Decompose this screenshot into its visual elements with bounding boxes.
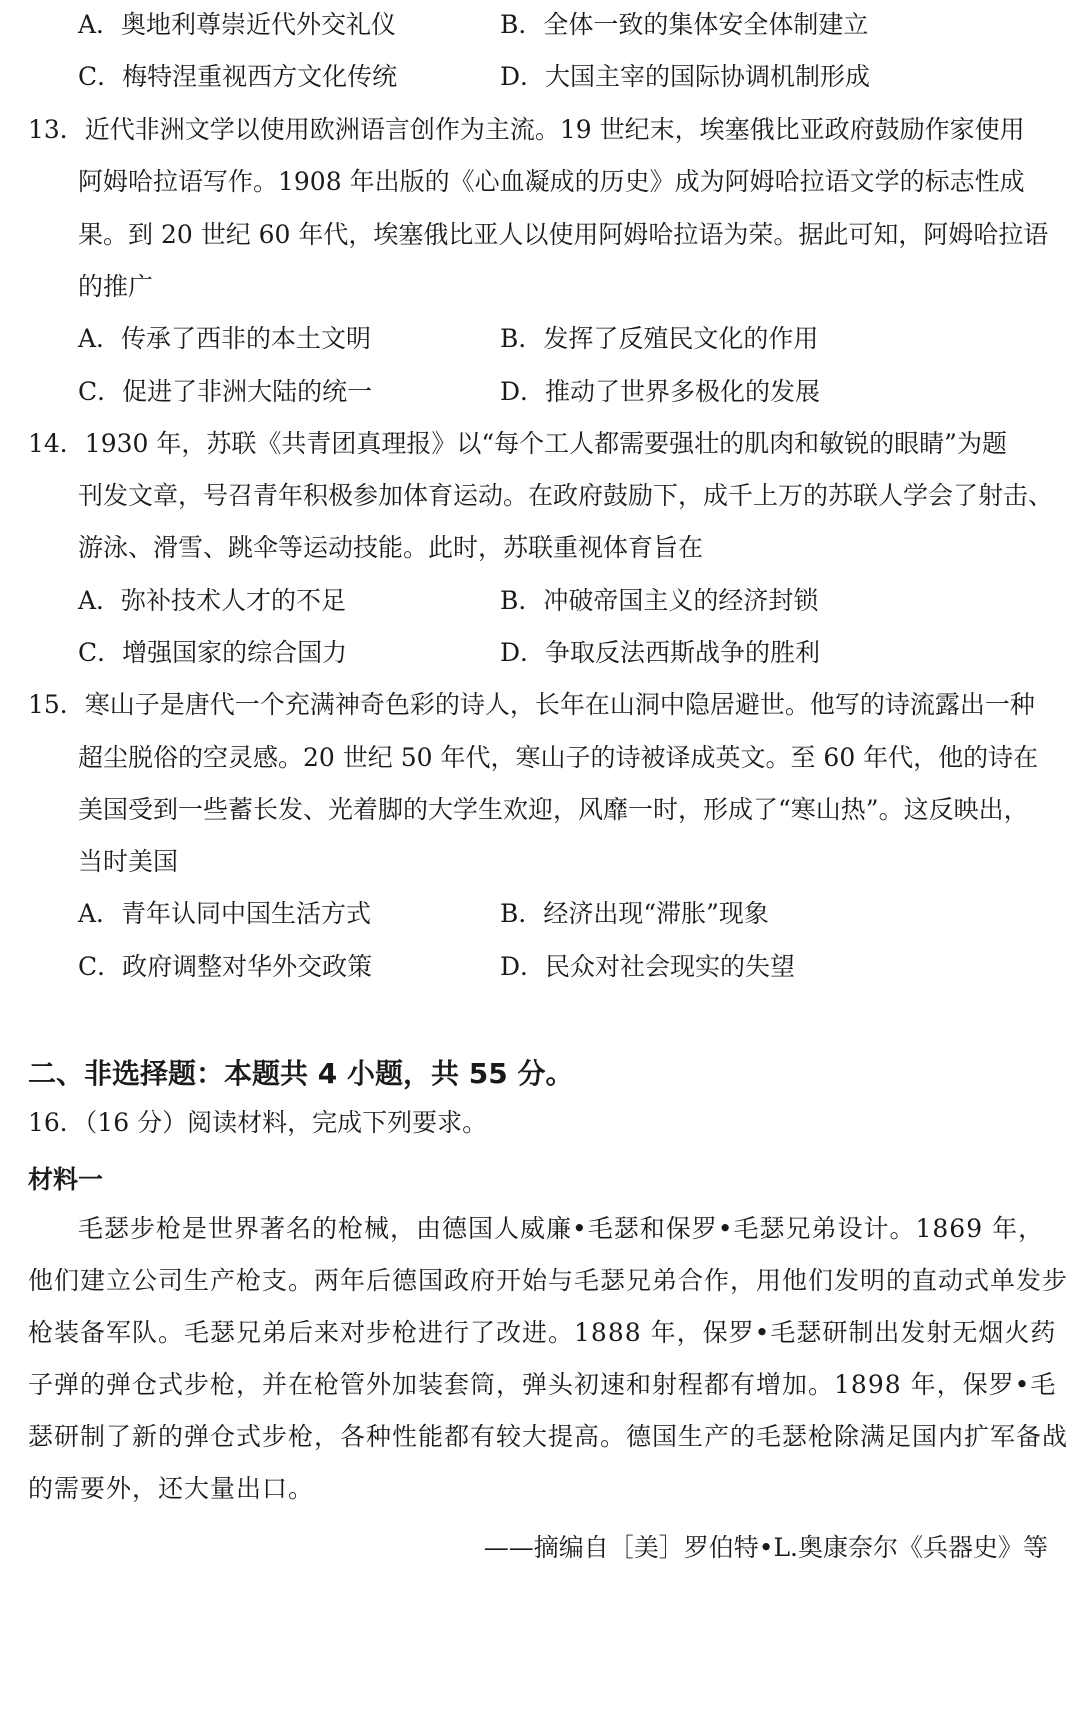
q15-line-2: 超尘脱俗的空灵感。20 世纪 50 年代，寒山子的诗被译成英文。至 60 年代，他的诗在 — [78, 743, 1039, 772]
q13-option-a: A．传承了西非的本土文明 — [78, 324, 372, 353]
q15-line-3: 美国受到一些蓄长发、光着脚的大学生欢迎，风靡一时，形成了“寒山热”。这反映出， — [78, 795, 1029, 824]
q13-line-2: 阿姆哈拉语写作。1908 年出版的《心血凝成的历史》成为阿姆哈拉语文学的标志性成 — [78, 167, 1025, 196]
material-line-5: 瑟研制了新的弹仓式步枪，各种性能都有较大提高。德国生产的毛瑟枪除满足国内扩军备战 — [28, 1422, 1069, 1451]
material-line-1: 毛瑟步枪是世界著名的枪械，由德国人威廉•毛瑟和保罗•毛瑟兄弟设计。1869 年， — [78, 1214, 1045, 1243]
material-line-2: 他们建立公司生产枪支。两年后德国政府开始与毛瑟兄弟合作，用他们发明的直动式单发步 — [28, 1266, 1069, 1295]
q15-option-b: B．经济出现“滞胀”现象 — [500, 899, 769, 928]
q13-option-d: D．推动了世界多极化的发展 — [500, 377, 821, 406]
q13-option-b: B．发挥了反殖民文化的作用 — [500, 324, 819, 353]
q12-option-a: A．奥地利尊崇近代外交礼仪 — [78, 10, 397, 39]
material-line-3: 枪装备军队。毛瑟兄弟后来对步枪进行了改进。1888 年，保罗•毛瑟研制出发射无烟火药 — [28, 1318, 1057, 1347]
q15-option-c: C．政府调整对华外交政策 — [78, 952, 373, 981]
q13-line-4: 的推广 — [78, 272, 154, 301]
q14-option-c: C．增强国家的综合国力 — [78, 638, 348, 667]
q14-option-d: D．争取反法西斯战争的胜利 — [500, 638, 821, 667]
section-2-heading: 二、非选择题：本题共 4 小题，共 55 分。 — [28, 1057, 574, 1090]
q15-option-d: D．民众对社会现实的失望 — [500, 952, 796, 981]
material-source: ——摘编自［美］罗伯特•L.奥康奈尔《兵器史》等 — [483, 1533, 1048, 1562]
q14-option-a: A．弥补技术人才的不足 — [78, 586, 347, 615]
q13-option-c: C．促进了非洲大陆的统一 — [78, 377, 373, 406]
q15-line-1: 15．寒山子是唐代一个充满神奇色彩的诗人，长年在山洞中隐居避世。他写的诗流露出一种 — [28, 690, 1035, 719]
q13-line-1: 13．近代非洲文学以使用欧洲语言创作为主流。19 世纪末，埃塞俄比亚政府鼓励作家使用 — [28, 115, 1025, 144]
q14-line-2: 刊发文章，号召青年积极参加体育运动。在政府鼓励下，成千上万的苏联人学会了射击、 — [78, 481, 1054, 510]
q16-header: 16．（16 分）阅读材料，完成下列要求。 — [28, 1108, 488, 1137]
q13-line-3: 果。到 20 世纪 60 年代，埃塞俄比亚人以使用阿姆哈拉语为荣。据此可知，阿姆哈拉语 — [78, 220, 1049, 249]
q14-line-1: 14．1930 年，苏联《共青团真理报》以“每个工人都需要强壮的肌肉和敏锐的眼睛”为题 — [28, 429, 1007, 458]
material-1-label: 材料一 — [28, 1165, 104, 1194]
q15-option-a: A．青年认同中国生活方式 — [78, 899, 372, 928]
q14-option-b: B．冲破帝国主义的经济封锁 — [500, 586, 819, 615]
q14-line-3: 游泳、滑雪、跳伞等运动技能。此时，苏联重视体育旨在 — [78, 533, 704, 562]
q15-line-4: 当时美国 — [78, 847, 179, 876]
q12-option-b: B．全体一致的集体安全体制建立 — [500, 10, 869, 39]
material-line-4: 子弹的弹仓式步枪，并在枪管外加装套筒，弹头初速和射程都有增加。1898 年，保罗•毛 — [28, 1370, 1057, 1399]
material-line-6: 的需要外，还大量出口。 — [28, 1474, 315, 1503]
q12-option-d: D．大国主宰的国际协调机制形成 — [500, 62, 871, 91]
q12-option-c: C．梅特涅重视西方文化传统 — [78, 62, 398, 91]
